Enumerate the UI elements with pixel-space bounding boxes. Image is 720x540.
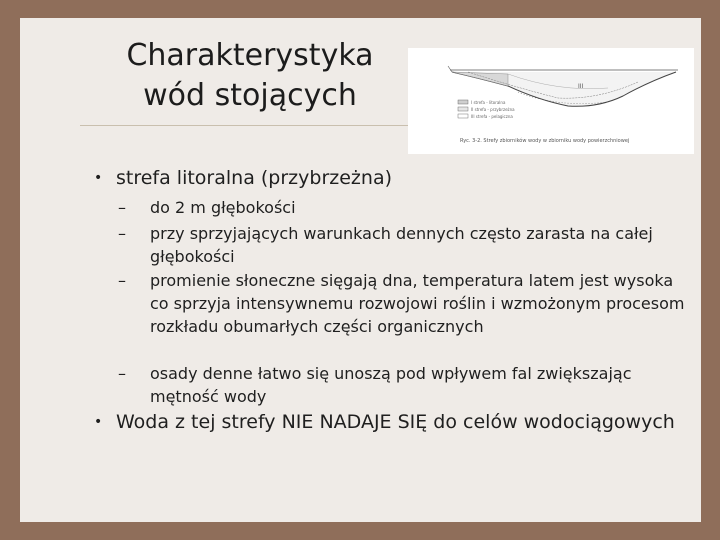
legend-item-3: III strefa - pelagiczna	[471, 114, 513, 119]
sub-bullet-4-text: osady denne łatwo się unoszą pod wpływem fal zwiększając mętność wody	[150, 364, 632, 406]
sub-bullet-1	[118, 196, 690, 219]
sub-bullet-2-text: przy sprzyjających warunkach dennych często zarasta na całej głębokości	[150, 224, 653, 266]
bullet-2-marker: •	[94, 414, 103, 430]
sub-bullet-3-marker: –	[118, 271, 126, 290]
bullet-1-text: strefa litoralna (przybrzeżna)	[116, 167, 393, 189]
bullet-2	[94, 410, 676, 435]
sub-bullet-2-marker: –	[118, 224, 126, 243]
title-line-1: Charakterystyka	[126, 38, 374, 73]
bullet-1	[94, 166, 393, 190]
sub-bullet-1-text: do 2 m głębokości	[150, 198, 296, 217]
slide	[20, 18, 701, 522]
legend-item-2: II strefa - przybrzeżna	[471, 107, 515, 112]
bullet-1-marker: •	[94, 170, 103, 186]
sub-bullet-3	[118, 269, 690, 338]
bullet-2-text: Woda z tej strefy NIE NADAJE SIĘ do celów wodociągowych	[116, 411, 675, 433]
slide-content	[20, 18, 701, 522]
figure-caption: Ryc. 3-2. Strefy zbiorników wody w zbiorniku wody powierzchniowej	[460, 138, 630, 144]
sub-bullet-2	[118, 222, 690, 268]
title-line-2: wód stojących	[143, 78, 357, 113]
legend-item-1: I strefa - litoralna	[471, 100, 506, 105]
zone-label: III	[578, 83, 584, 90]
sub-bullet-3-text: promienie słoneczne sięgają dna, temperatura latem jest wysoka co sprzyja intensywnemu rozwojowi roślin i wzmożonym procesom rozkładu obumarłych części organicznych	[150, 271, 685, 336]
sub-bullet-4-marker: –	[118, 364, 126, 383]
sub-bullet-4	[118, 362, 690, 408]
sub-bullet-1-marker: –	[118, 198, 126, 217]
